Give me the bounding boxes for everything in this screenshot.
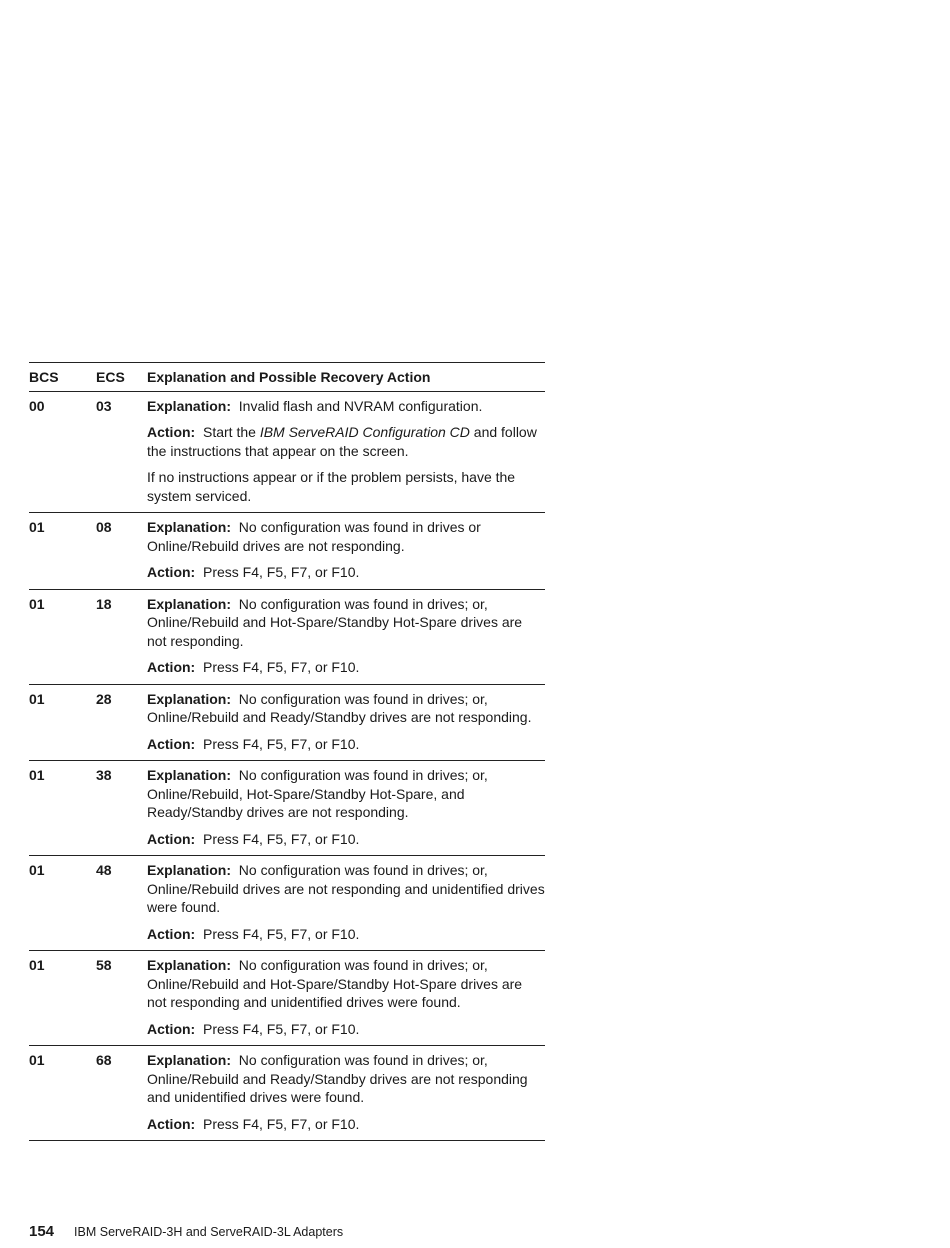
book-title: IBM ServeRAID-3H and ServeRAID-3L Adapters (74, 1225, 344, 1239)
recovery-description (147, 856, 545, 951)
bcs-column-header: BCS (29, 369, 59, 385)
action-paragraph (147, 423, 545, 460)
action-text: Press F4, F5, F7, or F10. (203, 925, 360, 942)
explanation-label: Explanation: (147, 595, 232, 612)
explanation-paragraph (147, 595, 545, 651)
table-row (29, 391, 545, 513)
explanation-label: Explanation: (147, 957, 232, 973)
table-row (29, 589, 545, 684)
action-label: Action: (147, 564, 196, 580)
ecs-code: 08 (96, 519, 112, 535)
action-label: Action: (147, 659, 196, 675)
explanation-label: Explanation: (147, 519, 232, 535)
action-text: Press F4, F5, F7, or F10. (203, 564, 360, 580)
explanation-text: No configuration was found in drives; or, Online/Rebuild and Ready/Standby drives are not responding. (147, 690, 532, 725)
explanation-paragraph (147, 861, 545, 917)
explanation-paragraph (147, 766, 545, 822)
action-text-start: Start the (203, 424, 256, 440)
explanation-label: Explanation: (147, 1052, 232, 1068)
explanation-label: Explanation: (147, 690, 232, 707)
explanation-column-header: Explanation and Possible Recovery Action (147, 369, 431, 385)
error-code-table (29, 362, 545, 1141)
explanation-text: No configuration was found in drives or Online/Rebuild drives are not responding. (147, 519, 481, 554)
ecs-column-header: ECS (96, 369, 125, 385)
bcs-code: 01 (29, 957, 45, 973)
ecs-code: 38 (96, 767, 112, 783)
bcs-code: 01 (29, 1052, 45, 1068)
action-text: Press F4, F5, F7, or F10. (203, 830, 360, 847)
bcs-code: 01 (29, 595, 45, 612)
action-paragraph (147, 1020, 545, 1039)
recovery-description (147, 761, 545, 856)
table-row (29, 856, 545, 951)
explanation-label: Explanation: (147, 862, 232, 878)
table-row (29, 1046, 545, 1141)
recovery-description (147, 951, 545, 1046)
action-label: Action: (147, 1115, 196, 1132)
explanation-text: No configuration was found in drives; or, Online/Rebuild drives are not responding and unidentified drives were found. (147, 862, 545, 915)
explanation-text: No configuration was found in drives; or, Online/Rebuild and Ready/Standby drives are not responding and unidentified drives were found. (147, 1052, 528, 1105)
recovery-description (147, 1046, 545, 1141)
bcs-code: 01 (29, 767, 45, 783)
bcs-code: 01 (29, 862, 45, 878)
ecs-code: 48 (96, 862, 112, 878)
explanation-paragraph (147, 690, 545, 727)
explanation-text: No configuration was found in drives; or, Online/Rebuild and Hot-Spare/Standby Hot-Spare drives are not responding. (147, 595, 523, 649)
table-row (29, 684, 545, 761)
explanation-paragraph (147, 518, 545, 555)
explanation-text: No configuration was found in drives; or, Online/Rebuild and Hot-Spare/Standby Hot-Spare drives are not responding and unidentified drives were found. (147, 957, 523, 1010)
recovery-description (147, 391, 545, 513)
explanation-text: No configuration was found in drives; or, Online/Rebuild, Hot-Spare/Standby Hot-Spare, and Ready/Standby drives are not responding. (147, 767, 488, 820)
table-row (29, 761, 545, 856)
ecs-code: 18 (96, 595, 112, 612)
action-text: Press F4, F5, F7, or F10. (203, 659, 360, 675)
action-label: Action: (147, 830, 196, 847)
note-paragraph: If no instructions appear or if the problem persists, have the system serviced. (147, 469, 516, 504)
ecs-code: 03 (96, 397, 112, 414)
action-label: Action: (147, 925, 196, 942)
bcs-code: 00 (29, 397, 45, 414)
bcs-code: 01 (29, 519, 45, 535)
action-paragraph (147, 563, 545, 582)
action-label: Action: (147, 735, 196, 752)
explanation-paragraph (147, 397, 545, 416)
ecs-code: 58 (96, 957, 112, 973)
explanation-label: Explanation: (147, 767, 232, 783)
action-label: Action: (147, 1020, 196, 1037)
cd-title: IBM ServeRAID Configuration CD (259, 424, 470, 440)
action-text: Press F4, F5, F7, or F10. (203, 1115, 360, 1132)
action-text-end: and follow the instructions that appear on the screen. (147, 424, 537, 459)
action-text: Press F4, F5, F7, or F10. (203, 735, 360, 752)
table-header-row (29, 363, 545, 392)
ecs-code: 68 (96, 1052, 112, 1068)
bcs-code: 01 (29, 690, 45, 707)
explanation-paragraph (147, 956, 545, 1012)
recovery-description (147, 589, 545, 684)
explanation-label: Explanation: (147, 397, 232, 414)
action-paragraph (147, 925, 545, 944)
table-row (29, 513, 545, 590)
recovery-description (147, 513, 545, 590)
explanation-paragraph (147, 1051, 545, 1107)
action-paragraph (147, 735, 545, 754)
table-row (29, 951, 545, 1046)
page-footer (29, 1223, 343, 1240)
page-number: 154 (29, 1223, 55, 1240)
action-label: Action: (147, 424, 196, 440)
action-text: Press F4, F5, F7, or F10. (203, 1020, 360, 1037)
ecs-code: 28 (96, 690, 112, 707)
action-paragraph (147, 1115, 545, 1134)
action-paragraph (147, 658, 545, 677)
recovery-description (147, 684, 545, 761)
explanation-text: Invalid flash and NVRAM configuration. (238, 397, 483, 414)
action-paragraph (147, 830, 545, 849)
